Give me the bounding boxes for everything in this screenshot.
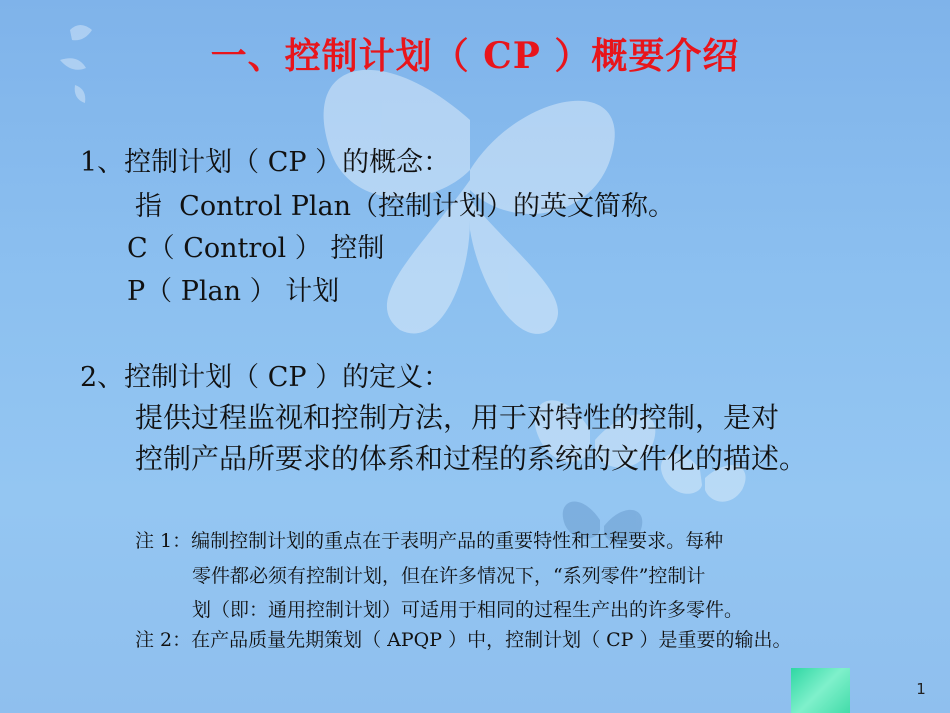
section1-line-2: C（ Control ） 控制 <box>127 233 385 264</box>
note-1-line-2: 零件都必须有控制计划，但在许多情况下，“系列零件”控制计 <box>192 565 706 587</box>
section1-heading: 1、控制计划（ CP ）的概念： <box>80 147 451 178</box>
note-1-line-3: 划（即：通用控制计划）可适用于相同的过程生产出的许多零件。 <box>192 599 744 621</box>
section2-heading: 2、控制计划（ CP ）的定义： <box>80 362 451 393</box>
section1-line-3: P（ Plan ） 计划 <box>127 276 340 307</box>
corner-decoration-square <box>791 668 850 713</box>
note-2: 注 2：在产品质量先期策划（ APQP ）中，控制计划（ CP ）是重要的输出。 <box>135 629 792 651</box>
section1-line-1: 指 Control Plan（控制计划）的英文简称。 <box>135 191 675 222</box>
note-1-line-1: 注 1：编制控制计划的重点在于表明产品的重要特性和工程要求。每种 <box>135 530 724 552</box>
section2-line-2: 控制产品所要求的体系和过程的系统的文件化的描述。 <box>135 442 808 475</box>
section2-line-1: 提供过程监视和控制方法，用于对特性的控制，是对 <box>135 401 780 434</box>
slide-title: 一、控制计划（ CP ）概要介绍 <box>210 35 740 77</box>
page-number: 1 <box>916 680 926 698</box>
